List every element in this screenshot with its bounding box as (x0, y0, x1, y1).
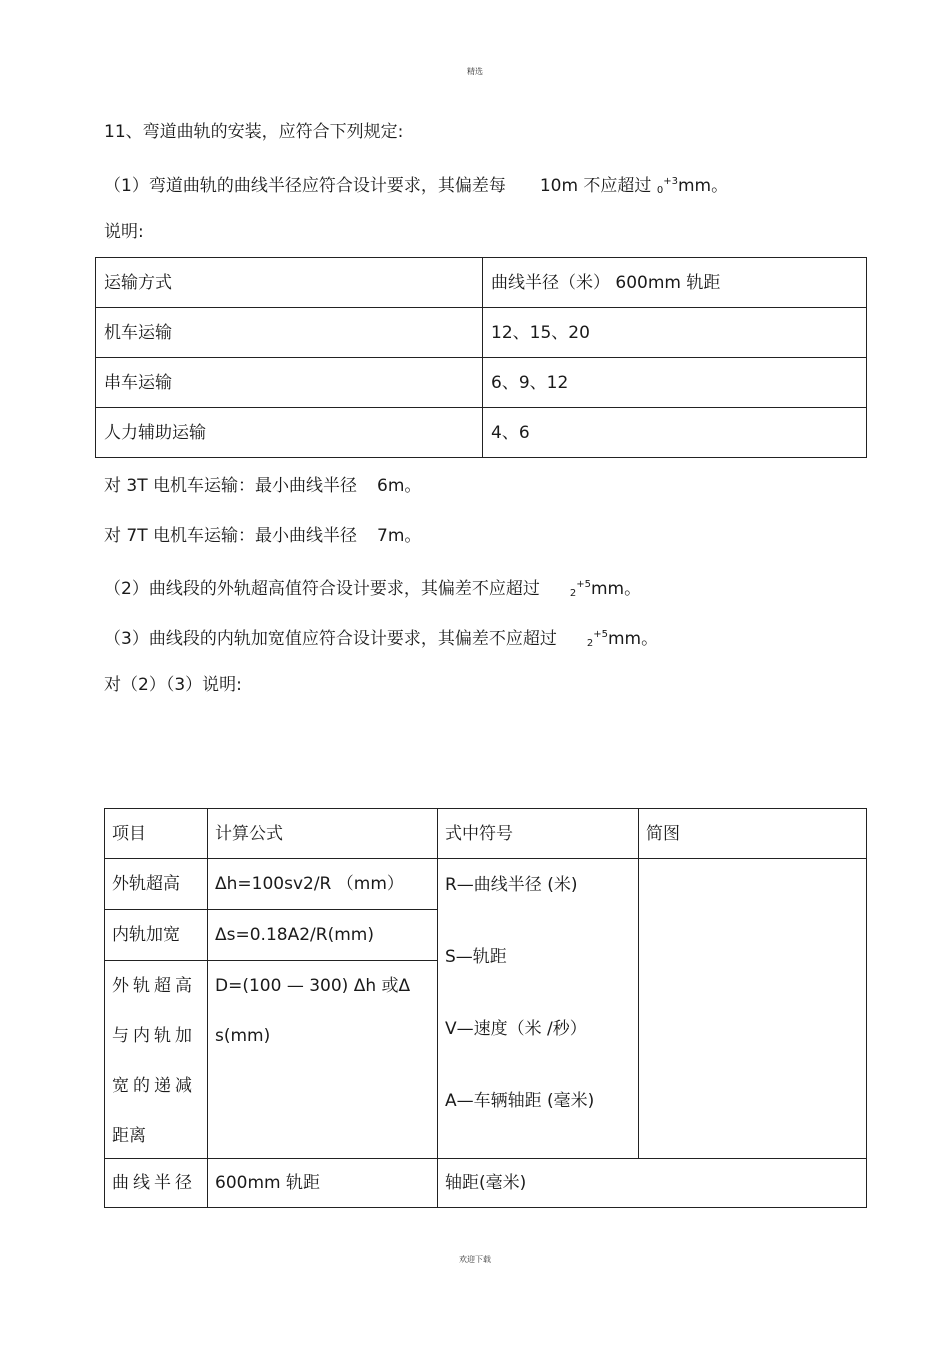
header-cell-radius: 曲线半径（米） 600mm 轨距 (483, 258, 867, 308)
item-1-lower-tolerance: 0 (656, 185, 664, 196)
note-2-3: 对（2）（3）说明: (104, 675, 242, 695)
cell-line: D=(100 — 300) Δh 或Δ (215, 976, 411, 996)
line-3t-text: 对 3T 电机车运输：最小曲线半径 (104, 476, 358, 496)
item-3 (104, 624, 658, 655)
table-cell: 内轨加宽 (105, 910, 208, 961)
table-row (96, 308, 867, 358)
item-1-value: 10m 不应超过 (539, 176, 652, 196)
cell-line: 与内轨加 (112, 1026, 196, 1046)
table-cell: 轴距(毫米) (438, 1159, 867, 1208)
cell-line: s(mm) (215, 1026, 271, 1046)
line-7t-value: 7m。 (377, 526, 422, 546)
page-footer: 欢迎下载 (459, 1255, 491, 1264)
item-1 (104, 171, 728, 202)
header-cell-formula: 计算公式 (208, 809, 438, 859)
table-cell: Δh=100sv2/R （mm） (208, 859, 438, 910)
line-3t (104, 475, 421, 497)
item-1-unit: mm。 (677, 176, 729, 196)
item-3-unit: mm。 (607, 629, 659, 649)
line-3t-value: 6m。 (377, 476, 422, 496)
table-row (105, 859, 867, 910)
table-cell: 曲线半径 (105, 1159, 208, 1208)
header-cell-symbols: 式中符号 (438, 809, 639, 859)
symbol-r: R—曲线半径 (米) (445, 875, 578, 895)
table-cell: 外轨超高 (105, 859, 208, 910)
cell-line: 宽的递减 (112, 1076, 196, 1096)
table-cell (208, 961, 438, 1159)
symbol-a: A—车辆轴距 (毫米) (445, 1091, 595, 1111)
diagram-cell (639, 859, 867, 1159)
table-row (96, 358, 867, 408)
item-2-unit: mm。 (590, 579, 642, 599)
item-3-text: （3）曲线段的内轨加宽值应符合设计要求，其偏差不应超过 (104, 629, 557, 649)
radius-table (95, 257, 867, 458)
table-cell: 机车运输 (96, 308, 483, 358)
symbols-cell (438, 859, 639, 1159)
note-label: 说明: (104, 222, 144, 242)
item-2-text: （2）曲线段的外轨超高值符合设计要求，其偏差不应超过 (104, 579, 540, 599)
table-row (96, 408, 867, 458)
table-cell (105, 961, 208, 1159)
line-7t-text: 对 7T 电机车运输：最小曲线半径 (104, 526, 358, 546)
table-cell: 人力辅助运输 (96, 408, 483, 458)
item-1-upper-tolerance: +3 (663, 176, 678, 187)
header-cell-transport: 运输方式 (96, 258, 483, 308)
table-header-row (96, 258, 867, 308)
item-3-upper-tolerance: +5 (593, 629, 608, 640)
table-cell: 600mm 轨距 (208, 1159, 438, 1208)
item-2-lower-tolerance: 2 (569, 588, 577, 599)
item-2 (104, 574, 641, 605)
header-cell-item: 项目 (105, 809, 208, 859)
table-cell: 6、9、12 (483, 358, 867, 408)
symbol-v: V—速度（米 /秒） (445, 1019, 587, 1039)
section-title: 11、弯道曲轨的安装，应符合下列规定: (104, 122, 404, 142)
cell-line: 外轨超高 (112, 976, 196, 996)
table-header-row (105, 809, 867, 859)
cell-line: 距离 (112, 1126, 146, 1146)
item-1-text: （1）弯道曲轨的曲线半径应符合设计要求，其偏差每 (104, 176, 506, 196)
table-cell: Δs=0.18A2/R(mm) (208, 910, 438, 961)
formula-table (104, 808, 867, 1208)
item-3-lower-tolerance: 2 (586, 638, 594, 649)
table-cell: 4、6 (483, 408, 867, 458)
page-header: 精选 (467, 67, 483, 76)
table-cell: 12、15、20 (483, 308, 867, 358)
item-2-upper-tolerance: +5 (576, 579, 591, 590)
line-7t (104, 525, 421, 547)
table-cell: 串车运输 (96, 358, 483, 408)
header-cell-diagram: 简图 (639, 809, 867, 859)
symbol-s: S—轨距 (445, 947, 507, 967)
table-row (105, 1159, 867, 1208)
